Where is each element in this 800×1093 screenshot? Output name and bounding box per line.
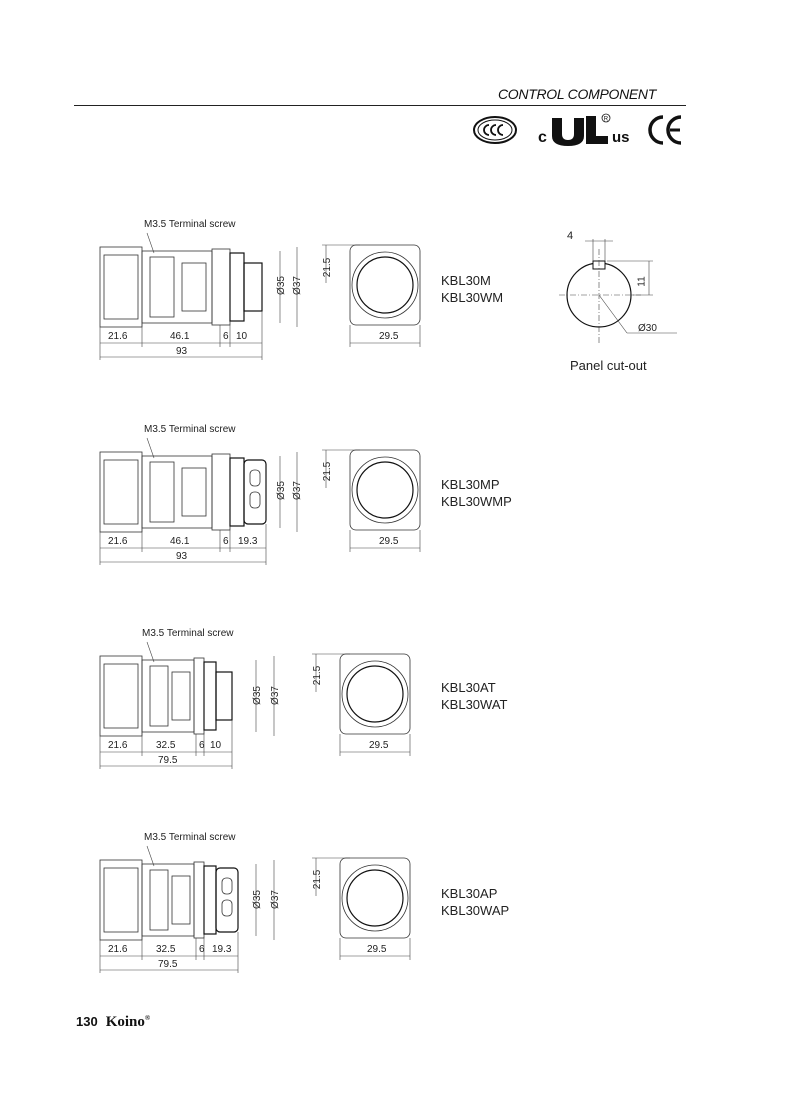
dim-total-length: 93 bbox=[176, 346, 188, 357]
keyway-depth-label: 11 bbox=[636, 276, 648, 287]
dim-head-length: 10 bbox=[210, 740, 222, 751]
section-title: CONTROL COMPONENT bbox=[498, 86, 656, 102]
dim-head-length: 19.3 bbox=[212, 944, 232, 955]
dim-body-length: 46.1 bbox=[170, 536, 190, 547]
dim-terminal-length: 21.6 bbox=[108, 331, 128, 342]
dim-panel-thickness: 6 bbox=[199, 944, 205, 955]
ce-certification-icon bbox=[647, 112, 685, 148]
dim-diameter-37: Ø37 bbox=[269, 890, 281, 909]
dim-total-length: 79.5 bbox=[158, 755, 178, 766]
dim-front-height: 21.5 bbox=[312, 665, 324, 686]
brand-name: Koino bbox=[105, 1014, 145, 1030]
ccc-certification-icon bbox=[472, 112, 518, 148]
model-code: KBL30WM bbox=[441, 290, 504, 305]
dim-diameter-35: Ø35 bbox=[275, 276, 287, 295]
dim-front-width: 29.5 bbox=[369, 740, 389, 751]
keyway-width-label: 4 bbox=[567, 230, 574, 242]
terminal-screw-label: M3.5 Terminal screw bbox=[144, 424, 236, 435]
panel-cutout-caption: Panel cut-out bbox=[570, 358, 647, 373]
model-code: KBL30WAT bbox=[441, 697, 508, 712]
terminal-screw-label: M3.5 Terminal screw bbox=[144, 832, 236, 843]
panel-cutout-drawing bbox=[545, 225, 695, 355]
model-code: KBL30MP bbox=[441, 477, 500, 492]
dim-body-length: 46.1 bbox=[170, 331, 190, 342]
dim-head-length: 10 bbox=[236, 331, 248, 342]
dim-front-height: 21.5 bbox=[312, 869, 324, 890]
dim-terminal-length: 21.6 bbox=[108, 740, 128, 751]
dim-diameter-35: Ø35 bbox=[251, 686, 263, 705]
dim-front-width: 29.5 bbox=[379, 331, 399, 342]
dim-panel-thickness: 6 bbox=[223, 331, 229, 342]
dim-total-length: 93 bbox=[176, 551, 188, 562]
cutout-diameter-label: Ø30 bbox=[638, 323, 657, 334]
dim-panel-thickness: 6 bbox=[199, 740, 205, 751]
page-footer bbox=[76, 1014, 150, 1031]
header-divider bbox=[74, 105, 686, 106]
model-code: KBL30WMP bbox=[441, 494, 512, 509]
brand-logo: Koino® bbox=[105, 1014, 151, 1030]
terminal-screw-label: M3.5 Terminal screw bbox=[144, 219, 236, 230]
dim-head-length: 19.3 bbox=[238, 536, 258, 547]
model-code: KBL30M bbox=[441, 273, 491, 288]
model-code: KBL30AT bbox=[441, 680, 496, 695]
dim-panel-thickness: 6 bbox=[223, 536, 229, 547]
dim-body-length: 32.5 bbox=[156, 944, 176, 955]
front-view-drawing bbox=[320, 440, 430, 555]
model-code: KBL30WAP bbox=[441, 903, 510, 918]
page-number: 130 bbox=[76, 1014, 98, 1029]
ul-us-mark: us bbox=[612, 129, 630, 146]
ul-certification-icon bbox=[538, 112, 638, 148]
svg-text:R: R bbox=[603, 116, 609, 123]
dim-front-width: 29.5 bbox=[379, 536, 399, 547]
dim-diameter-37: Ø37 bbox=[269, 686, 281, 705]
ul-c-mark: c bbox=[538, 129, 547, 146]
model-code: KBL30AP bbox=[441, 886, 498, 901]
dim-diameter-37: Ø37 bbox=[291, 276, 303, 295]
dim-terminal-length: 21.6 bbox=[108, 944, 128, 955]
front-view-drawing bbox=[310, 644, 420, 759]
dim-front-height: 21.5 bbox=[322, 461, 334, 482]
dim-total-length: 79.5 bbox=[158, 959, 178, 970]
dim-diameter-35: Ø35 bbox=[251, 890, 263, 909]
dim-front-height: 21.5 bbox=[322, 257, 334, 278]
terminal-screw-label: M3.5 Terminal screw bbox=[142, 628, 234, 639]
dim-body-length: 32.5 bbox=[156, 740, 176, 751]
dim-terminal-length: 21.6 bbox=[108, 536, 128, 547]
dim-diameter-35: Ø35 bbox=[275, 481, 287, 500]
front-view-drawing bbox=[310, 848, 420, 963]
dim-diameter-37: Ø37 bbox=[291, 481, 303, 500]
front-view-drawing bbox=[320, 235, 430, 350]
dim-front-width: 29.5 bbox=[367, 944, 387, 955]
